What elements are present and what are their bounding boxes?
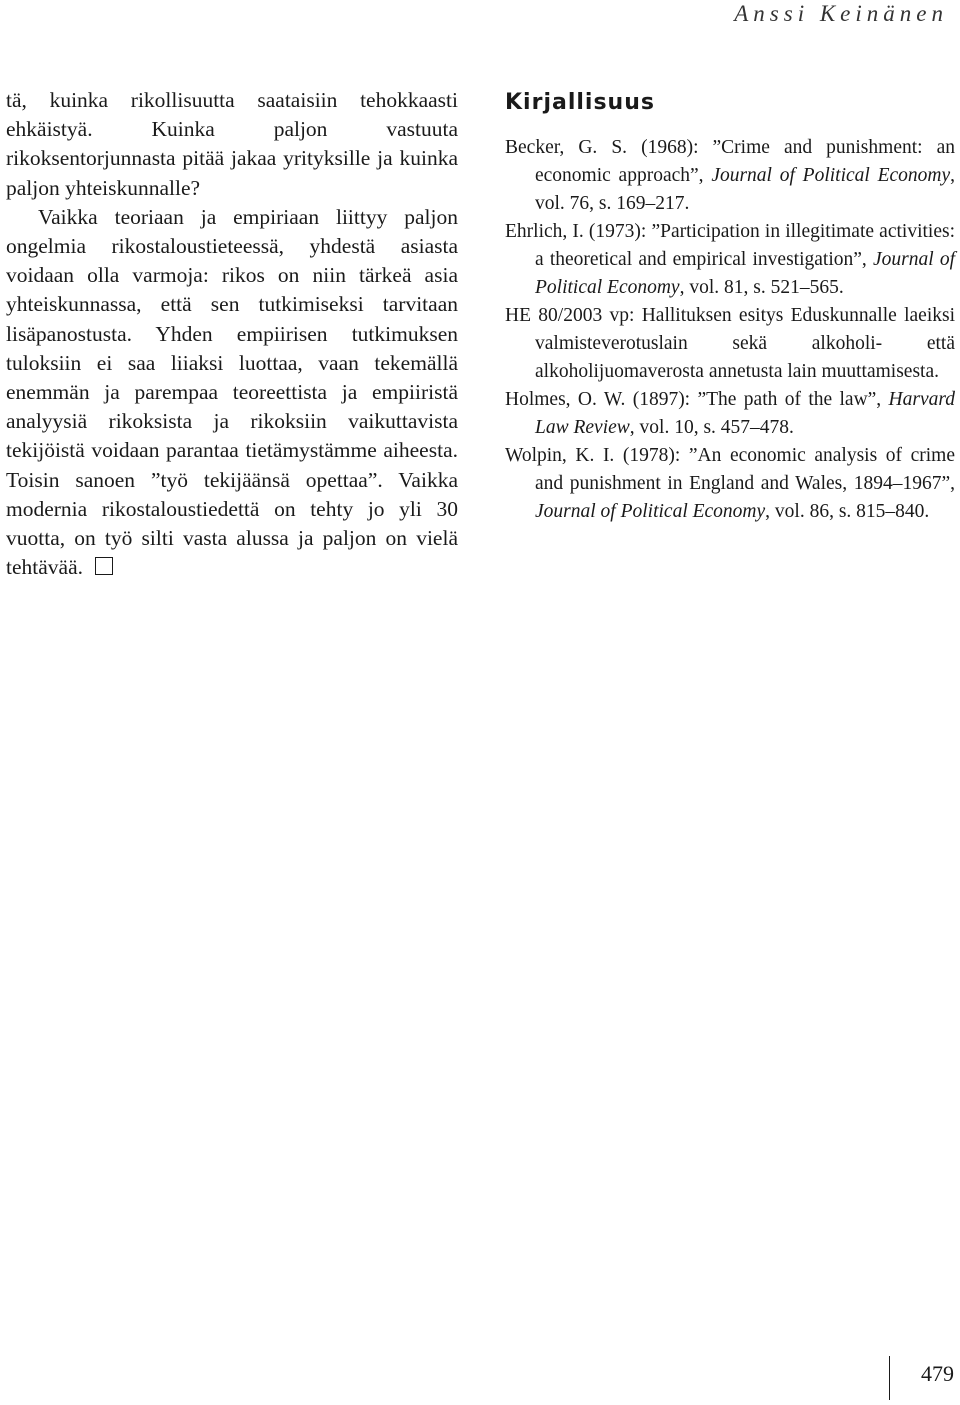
reference-list — [505, 134, 955, 526]
reference-details: , vol. 76, s. 169–217. — [535, 165, 955, 214]
reference-details: , vol. 86, s. 815–840. — [765, 501, 930, 522]
reference-details: , vol. 10, s. 457–478. — [629, 417, 794, 438]
reference-item — [505, 302, 955, 386]
reference-text: Holmes, O. W. (1897): ”The path of the law”, — [505, 389, 889, 410]
reference-text: Becker, G. S. (1968): ”Crime and punishment: an economic approach”, — [505, 137, 955, 186]
reference-journal: Harvard Law Review — [535, 389, 955, 438]
page-number-rule — [889, 1356, 890, 1400]
reference-text: Ehrlich, I. (1973): ”Participation in illegitimate activities: a theoretical and empirical investigation”, — [505, 221, 955, 270]
reference-journal: Journal of Political Economy — [711, 165, 951, 186]
reference-item — [505, 218, 955, 302]
end-of-article-square-icon — [95, 557, 113, 575]
reference-text: Wolpin, K. I. (1978): ”An economic analysis of crime and punishment in England and Wales, 1894–1967”, — [505, 445, 955, 494]
body-paragraph-text: Vaikka teoriaan ja empiriaan liittyy paljon ongelmia rikostaloustieteessä, yhdestä asiasta voidaan olla varmoja: rikos on niin tärkeä asia yhteiskunnassa, että sen tutkimiseksi tarvitaan lisäpanostusta. Yhden empiirisen tutkimuksen tuloksiin ei saa liiaksi luottaa, vaan tekemällä enemmän ja parempaa teoreettista ja empiiristä analyysiä rikoksista ja rikoksiin vaikuttavista tekijöistä voidaan parantaa tietämystämme aiheesta. Toisin sanoen ”työ tekijäänsä opettaa”. Vaikka modernia rikostaloustiedettä on tehty jo yli 30 vuotta, on työ silti vasta alussa ja paljon on vielä tehtävää. — [6, 204, 458, 580]
body-text-column — [6, 86, 458, 582]
reference-journal: Journal of Political Economy — [535, 501, 766, 522]
body-paragraph — [6, 203, 458, 583]
references-column — [505, 86, 955, 526]
reference-item — [505, 442, 955, 526]
reference-item — [505, 386, 955, 442]
running-head: Anssi Keinänen — [734, 1, 948, 26]
reference-journal: Journal of Political Economy — [535, 249, 955, 298]
page-number: 479 — [921, 1361, 954, 1386]
reference-details: , vol. 81, s. 521–565. — [679, 277, 844, 298]
reference-text: HE 80/2003 vp: Hallituksen esitys Eduskunnalle laeiksi valmisteverotuslain sekä alkoholi- että alkoholijuomaverosta annetusta lain muuttamisesta. — [505, 305, 955, 382]
body-paragraph: tä, kuinka rikollisuutta saataisiin tehokkaasti ehkäistyä. Kuinka paljon vastuuta rikoksentorjunnasta pitää jakaa yrityksille ja kuinka paljon yhteiskunnalle? — [6, 88, 458, 200]
reference-item — [505, 134, 955, 218]
references-heading: Kirjallisuus — [505, 90, 655, 115]
